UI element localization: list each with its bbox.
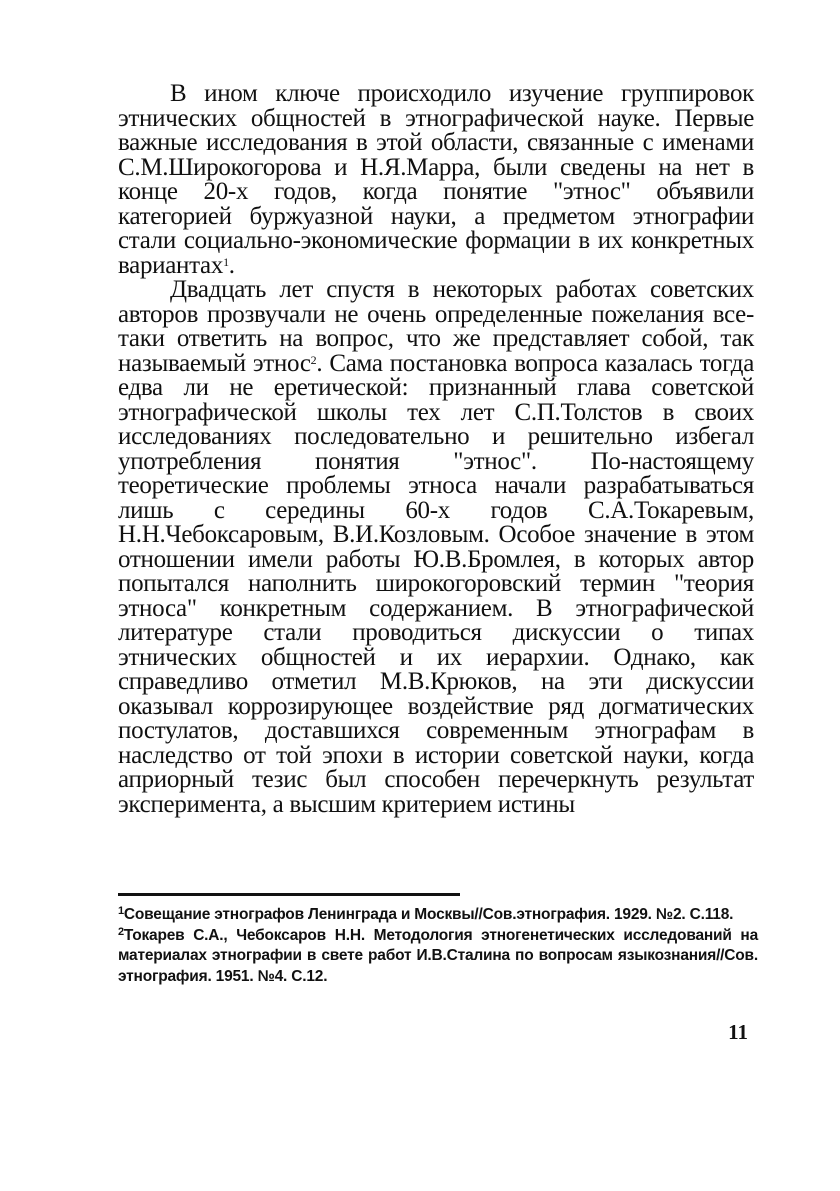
paragraph-1: В ином ключе происходило изучение группировок этнических общностей в этнографической науке. Первые важные исследования в этой области, связанные с именами С.М.Широкогорова и Н.Я.Марра, были сведены на нет в конце 20-х годов, когда понятие "этнос" объявили категорией буржуазной науки, а предметом этнографии стали социально-экономические формации в их конкретных вариантах$^1$.	[118, 80, 754, 279]
footnote-ref-1: 1	[223, 254, 229, 269]
paragraph-2-text-before: Двадцать лет спустя в некоторых работах советских авторов прозвучали не очень определенные пожелания все-таки ответить на вопрос, что же представляет собой, так называемый этнос	[118, 276, 754, 377]
footnote-ref-2: 2	[310, 352, 317, 367]
main-text	[118, 82, 754, 817]
paragraph-2	[118, 278, 754, 817]
footnote-2-text: Токарев С.А., Чебоксаров Н.Н. Методология этногенетических исследований на материалах этнографии в свете работ И.В.Сталина по вопросам языкознания//Сов. этнография. 1951. №4. С.12.	[118, 926, 758, 985]
footnote-1-number: 1	[118, 905, 124, 917]
footnote-2-number: 2	[118, 925, 124, 938]
footnote-2	[118, 926, 758, 988]
paragraph-2-text-after: . Сама постановка вопроса казалась тогда едва ли не еретической: признанный глава советской этнографической школы тех лет С.П.Толстов в своих исследованиях последовательно и решительно избегал употребления понятия "этнос". По-настоящему теоретические проблемы этноса начали разрабатываться лишь с середины 60-х годов С.А.Токаревым, Н.Н.Чебоксаровым, В.И.Козловым. Особое значение в этом отношении имели работы Ю.В.Бромлея, в которых автор попытался наполнить широкогоровский термин "теория этноса" конкретным содержанием. В этнографической литературе стали проводиться дискуссии о типах этнических общностей и их иерархии. Однако, как справедливо отметил М.В.Крюков, на эти дискуссии оказывал коррозирующее воздействие ряд догматических постулатов, доставшихся современным этнографам в наследство от той эпохи в истории советской науки, когда априорный тезис был способен перечеркнуть результат эксперимента, а высшим критерием истины	[118, 349, 755, 818]
footnote-1	[118, 905, 758, 926]
footnotes	[118, 905, 758, 987]
footnote-divider	[118, 893, 460, 896]
footnote-1-text: Совещание этнографов Ленинграда и Москвы//Сов.этнография. 1929. №2. С.118.	[123, 906, 734, 923]
paragraph-1-text: В ином ключе происходило изучение группировок этнических общностей в этнографической науке. Первые важные исследования в этой области, связанные с именами С.М.Широкогорова и Н.Я.Марра, были сведены на нет в конце 20-х годов, когда понятие "этнос" объявили категорией буржуазной науки, а предметом этнографии стали социально-экономические формации в их конкретных вариантах	[118, 80, 754, 279]
page-number: 11	[728, 1020, 748, 1044]
